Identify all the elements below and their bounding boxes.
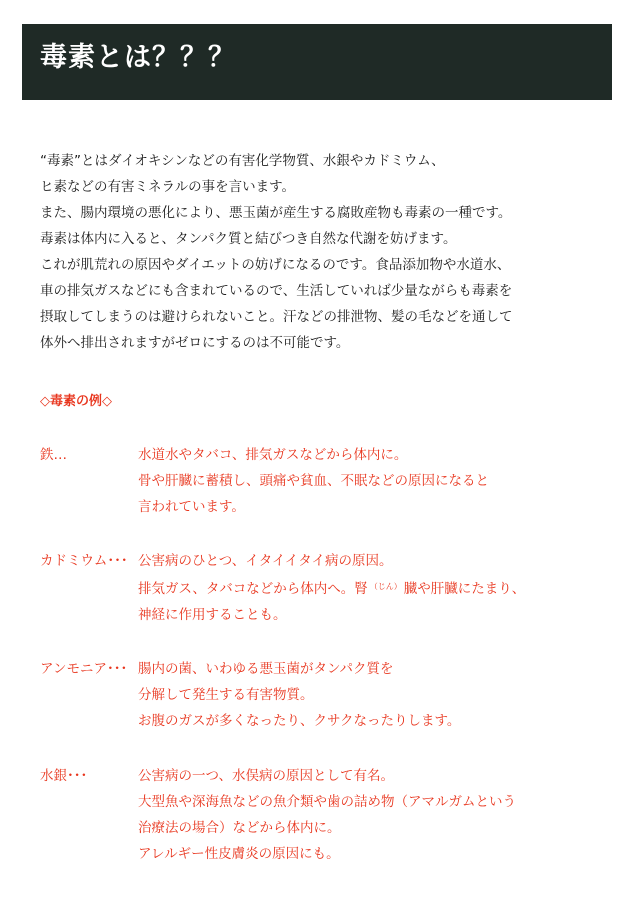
example-term: 水銀･･･ — [40, 768, 88, 784]
example-line: 言われています。 — [138, 499, 245, 515]
example-description — [138, 763, 516, 867]
example-term: 鉄… — [40, 447, 67, 463]
ruby-reading: （じん） — [369, 582, 402, 591]
example-term: カドミウム･･･ — [40, 553, 128, 569]
example-term: アンモニア･･･ — [40, 661, 128, 677]
title-banner — [22, 24, 612, 100]
intro-line: また、腸内環境の悪化により、悪玉菌が産生する腐敗産物も毒素の一種です。 — [40, 205, 512, 221]
section-heading: ◇毒素の例◇ — [40, 394, 112, 409]
intro-line: これが肌荒れの原因やダイエットの妨げになるのです。食品添加物や水道水、 — [40, 257, 511, 273]
intro-line: “毒素”とはダイオキシンなどの有害化学物質、水銀やカドミウム、 — [40, 153, 445, 169]
intro-line: 摂取してしまうのは避けられないこと。汗などの排泄物、髪の毛などを通して — [40, 309, 513, 325]
example-description — [138, 442, 489, 520]
intro-line: 毒素は体内に入ると、タンパク質と結びつき自然な代謝を妨げます。 — [40, 231, 457, 247]
page-title: 毒素とは？？？ — [40, 41, 236, 73]
example-line: 治療法の場合）などから体内に。 — [138, 820, 341, 836]
example-description — [138, 656, 460, 734]
example-line — [138, 574, 525, 602]
intro-line: ヒ素などの有害ミネラルの事を言います。 — [40, 179, 296, 195]
example-line: アレルギー性皮膚炎の原因にも。 — [138, 846, 340, 862]
example-line-head: 排気ガス、タバコなどから体内へ。腎 — [138, 581, 368, 597]
intro-paragraph — [40, 148, 612, 356]
example-line: 水道水やタバコ、排気ガスなどから体内に。 — [138, 447, 408, 463]
example-line: 公害病の一つ、水俣病の原因として有名。 — [138, 768, 394, 784]
example-line-tail: 臓や肝臓にたまり、 — [403, 581, 526, 597]
example-description — [138, 548, 525, 628]
example-line: 腸内の菌、いわゆる悪玉菌がタンパク質を — [138, 661, 394, 677]
intro-line: 車の排気ガスなどにも含まれているので、生活していれば少量ながらも毒素を — [40, 283, 513, 299]
example-line: お腹のガスが多くなったり、クサクなったりします。 — [138, 713, 461, 729]
example-line: 大型魚や深海魚などの魚介類や歯の詰め物（アマルガムという — [138, 794, 516, 810]
example-line: 神経に作用することも。 — [138, 607, 287, 623]
example-line: 公害病のひとつ、イタイイタイ病の原因。 — [138, 553, 393, 569]
example-line: 分解して発生する有害物質。 — [138, 687, 314, 703]
intro-line: 体外へ排出されますがゼロにするのは不可能です。 — [40, 335, 350, 351]
example-line: 骨や肝臓に蓄積し、頭痛や貧血、不眠などの原因になると — [138, 473, 489, 489]
